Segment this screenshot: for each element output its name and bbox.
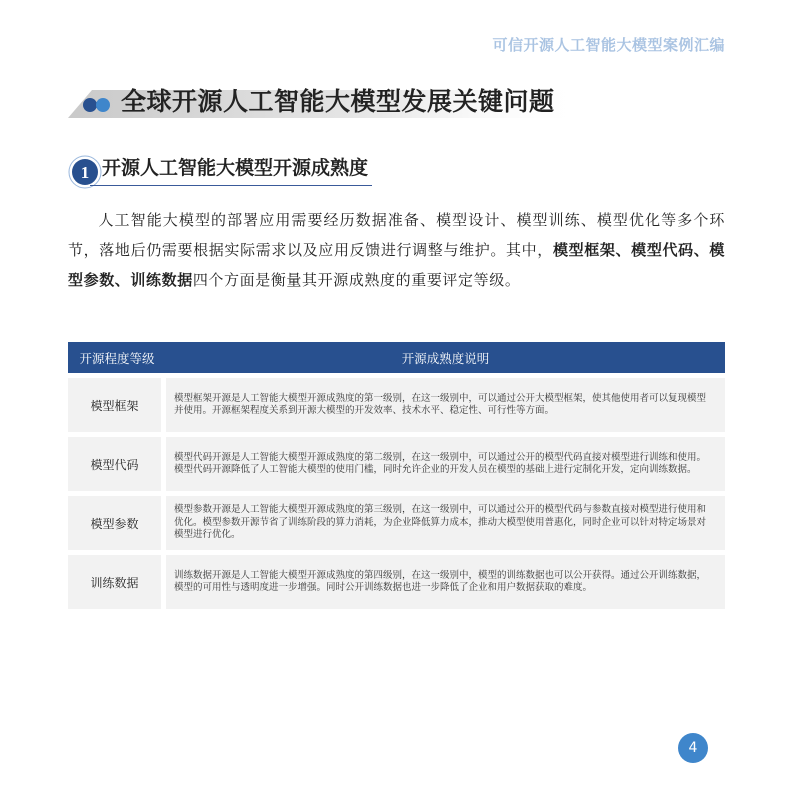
intro-text-part1: 人工智能大模型的部署应用需要经历数据准备、模型设计、模型训练、模型优化等多个环节，落地后仍需要根据实际需求以及应用反馈进行调整与维护。其中，: [68, 211, 725, 259]
subsection-title: 开源人工智能大模型开源成熟度: [102, 157, 369, 179]
description-cell: 模型参数开源是人工智能大模型开源成熟度的第三级别，在这一级别中，可以通过公开的模型代码与参数直接对模型进行使用和优化。模型参数开源节省了训练阶段的算力消耗，为企业降低算力成本，推动大模型使用普惠化，同时企业可以针对特定场景对模型进行优化。: [166, 496, 725, 550]
column-header-description: 开源成熟度说明: [166, 342, 725, 373]
column-header-level: 开源程度等级: [68, 342, 166, 373]
document-header-title: 可信开源人工智能大模型案例汇编: [492, 36, 725, 54]
page-number: 4: [678, 733, 708, 763]
table-row: [68, 496, 725, 550]
table-row: [68, 437, 725, 491]
table-row: [68, 555, 725, 609]
level-cell: 模型代码: [68, 437, 166, 491]
description-cell: 模型框架开源是人工智能大模型开源成熟度的第一级别，在这一级别中，可以通过公开大模型框架，使其他使用者可以复现模型并使用。开源框架程度关系到开源大模型的开发效率、技术水平、稳定性、可行性等方面。: [166, 378, 725, 432]
description-cell: 训练数据开源是人工智能大模型开源成熟度的第四级别，在这一级别中，模型的训练数据也可以公开获得。通过公开训练数据，模型的可用性与透明度进一步增强。同时公开训练数据也进一步降低了企业和用户数据获取的难度。: [166, 555, 725, 609]
table-row: [68, 378, 725, 432]
level-cell: 训练数据: [68, 555, 166, 609]
level-cell: 模型框架: [68, 378, 166, 432]
table-header-row: [68, 342, 725, 373]
intro-bold-keywords: 模型框架、模型代码、模型参数、训练数据: [68, 241, 725, 289]
subsection-underline: [90, 185, 372, 186]
svg-text:1: 1: [80, 163, 90, 182]
blue-dot-icon: [83, 98, 97, 112]
section-title: 全球开源人工智能大模型发展关键问题: [121, 87, 555, 116]
level-cell: 模型参数: [68, 496, 166, 550]
number-one-badge-icon: [68, 155, 102, 189]
light-blue-dot-icon: [96, 98, 110, 112]
description-cell: 模型代码开源是人工智能大模型开源成熟度的第二级别，在这一级别中，可以通过公开的模型代码直接对模型进行训练和使用。模型代码开源降低了人工智能大模型的使用门槛，同时允许企业的开发人员在模型的基础上进行定制化开发，定向训练数据。: [166, 437, 725, 491]
intro-text-part2: 四个方面是衡量其开源成熟度的重要评定等级。: [192, 271, 521, 289]
intro-paragraph: [68, 205, 725, 295]
maturity-table: [68, 337, 725, 614]
